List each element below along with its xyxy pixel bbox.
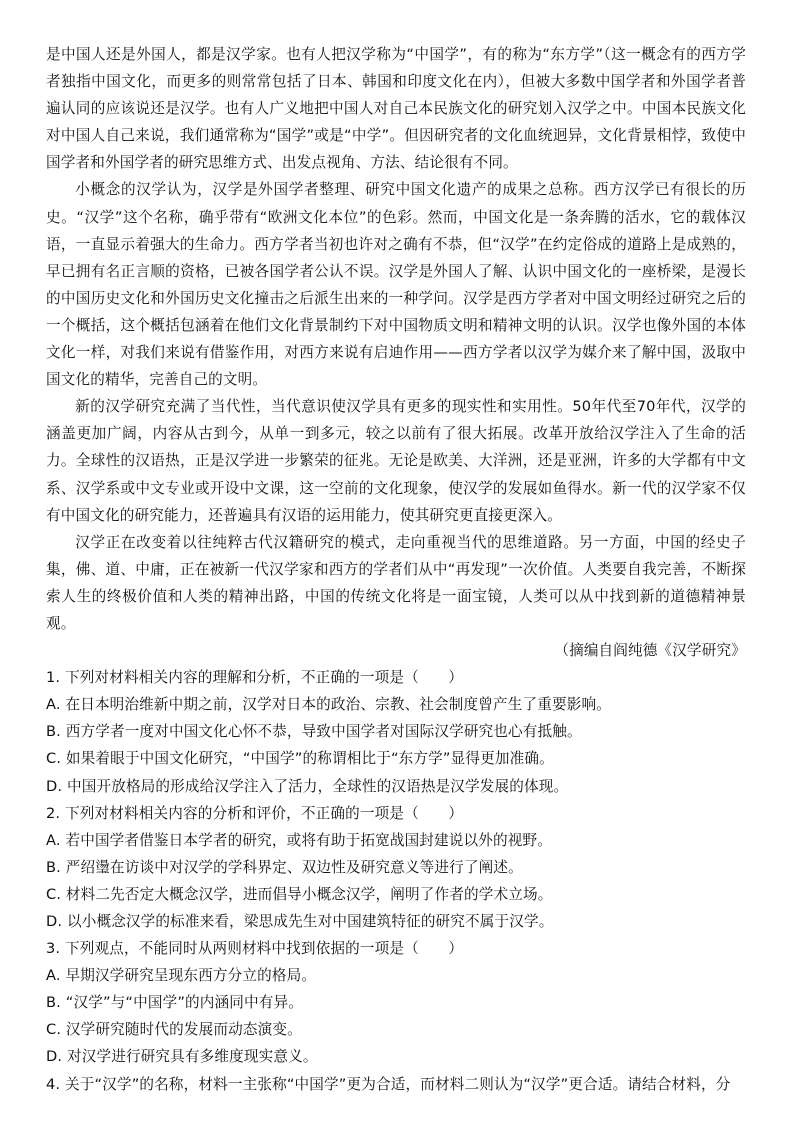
question-1 [46, 664, 746, 799]
option-a: A. 在日本明治维新中期之前，汉学对日本的政治、宗教、社会制度曾产生了重要影响。 [46, 696, 611, 714]
option-b: B. 西方学者一度对中国文化心怀不恭，导致中国学者对国际汉学研究也心有抵触。 [46, 723, 582, 741]
passage-paragraph-4: 汉学正在改变着以往纯粹古代汉籍研究的模式，走向重视当代的思维道路。另一方面，中国的经史子集，佛、道、中庸，正在被新一代汉学家和西方的学者们从中“再发现”一次价值。人类要自我完善，不断探索人生的终极价值和人类的精神出路，中国的传统文化将是一面宝镜，人类可以从中找到新的道德精神景观。 [46, 533, 746, 632]
passage-paragraph-2: 小概念的汉学认为，汉学是外国学者整理、研究中国文化遗产的成果之总称。西方汉学已有很长的历史。“汉学”这个名称，确乎带有“欧洲文化本位”的色彩。然而，中国文化是一条奔腾的活水，它的载体汉语，一直显示着强大的生命力。西方学者当初也许对之确有不恭，但“汉学”在约定俗成的道路上是成熟的，早已拥有名正言顺的资格，已被各国学者公认不误。汉学是外国人了解、认识中国文化的一座桥梁，是漫长的中国历史文化和外国历史文化撞击之后派生出来的一种学问。汉学是西方学者对中国文明经过研究之后的一个概括，这个概括包涵着在他们文化背景制约下对中国物质文明和精神文明的认识。汉学也像外国的本体文化一样，对我们来说有借鉴作用，对西方来说有启迪作用——西方学者以汉学为媒介来了解中国，汲取中国文化的精华，完善自己的文明。 [46, 181, 746, 389]
document-page [46, 41, 746, 1098]
option-c: C. 材料二先否定大概念汉学，进而倡导小概念汉学，阐明了作者的学术立场。 [46, 885, 553, 903]
option-d: D. 以小概念汉学的标准来看，梁思成先生对中国建筑特征的研究不属于汉学。 [46, 913, 554, 930]
option-b: B. 严绍璗在访谈中对汉学的学科界定、双边性及研究意义等进行了阐述。 [46, 858, 523, 876]
passage-source: （摘编自阎纯德《汉学研究》 [554, 642, 746, 660]
question-stem: 4. 关于“汉学”的名称，材料一主张称“中国学”更为合适，而材料二则认为“汉学”更合适。请结合材料，分 [46, 1075, 731, 1093]
question-4 [46, 1071, 746, 1098]
question-2 [46, 800, 746, 935]
question-3 [46, 935, 746, 1070]
option-c: C. 如果着眼于中国文化研究，“中国学”的称谓相比于“东方学”显得更加准确。 [46, 750, 554, 768]
question-stem: 2. 下列对材料相关内容的分析和评价，不正确的一项是（ ） [46, 804, 464, 822]
question-stem: 3. 下列观点，不能同时从两则材料中找到依据的一项是（ ） [46, 940, 464, 958]
option-d: D. 对汉学进行研究具有多维度现实意义。 [46, 1048, 318, 1066]
option-b: B. “汉学”与“中国学”的内涵同中有异。 [46, 994, 303, 1012]
option-a: A. 若中国学者借鉴日本学者的研究，或将有助于拓宽战国封建说以外的视野。 [46, 831, 553, 849]
option-a: A. 早期汉学研究呈现东西方分立的格局。 [46, 967, 317, 985]
question-stem: 1. 下列对材料相关内容的理解和分析，不正确的一项是（ ） [46, 669, 464, 687]
option-c: C. 汉学研究随时代的发展而动态演变。 [46, 1021, 302, 1039]
passage-paragraph-3: 新的汉学研究充满了当代性，当代意识使汉学具有更多的现实性和实用性。50年代至70年代，汉学的涵盖更加广阔，内容从古到今，从单一到多元，较之以前有了很大拓展。改革开放给汉学注入了生命的活力。全球性的汉语热，正是汉学进一步繁荣的征兆。无论是欧美、大洋洲，还是亚洲，许多的大学都有中文系、汉学系或中文专业或开设中文课，这一空前的文化现象，使汉学的发展如鱼得水。新一代的汉学家不仅有中国文化的研究能力，还普遍具有汉语的运用能力，使其研究更直接更深入。 [46, 398, 746, 524]
option-d: D. 中国开放格局的形成给汉学注入了活力，全球性的汉语热是汉学发展的体现。 [46, 777, 569, 795]
passage-paragraph-1: 是中国人还是外国人，都是汉学家。也有人把汉学称为“中国学”，有的称为“东方学”（这一概念有的西方学者独指中国文化，而更多的则常常包括了日本、韩国和印度文化在内），但被大多数中国学者和外国学者普遍认同的应该说还是汉学。也有人广义地把中国人对自己本民族文化的研究划入汉学之中。中国本民族文化对中国人自己来说，我们通常称为“国学”或是“中学”。但因研究者的文化血统迥异，文化背景相悖，致使中国学者和外国学者的研究思维方式、出发点视角、方法、结论很有不同。 [46, 46, 746, 172]
